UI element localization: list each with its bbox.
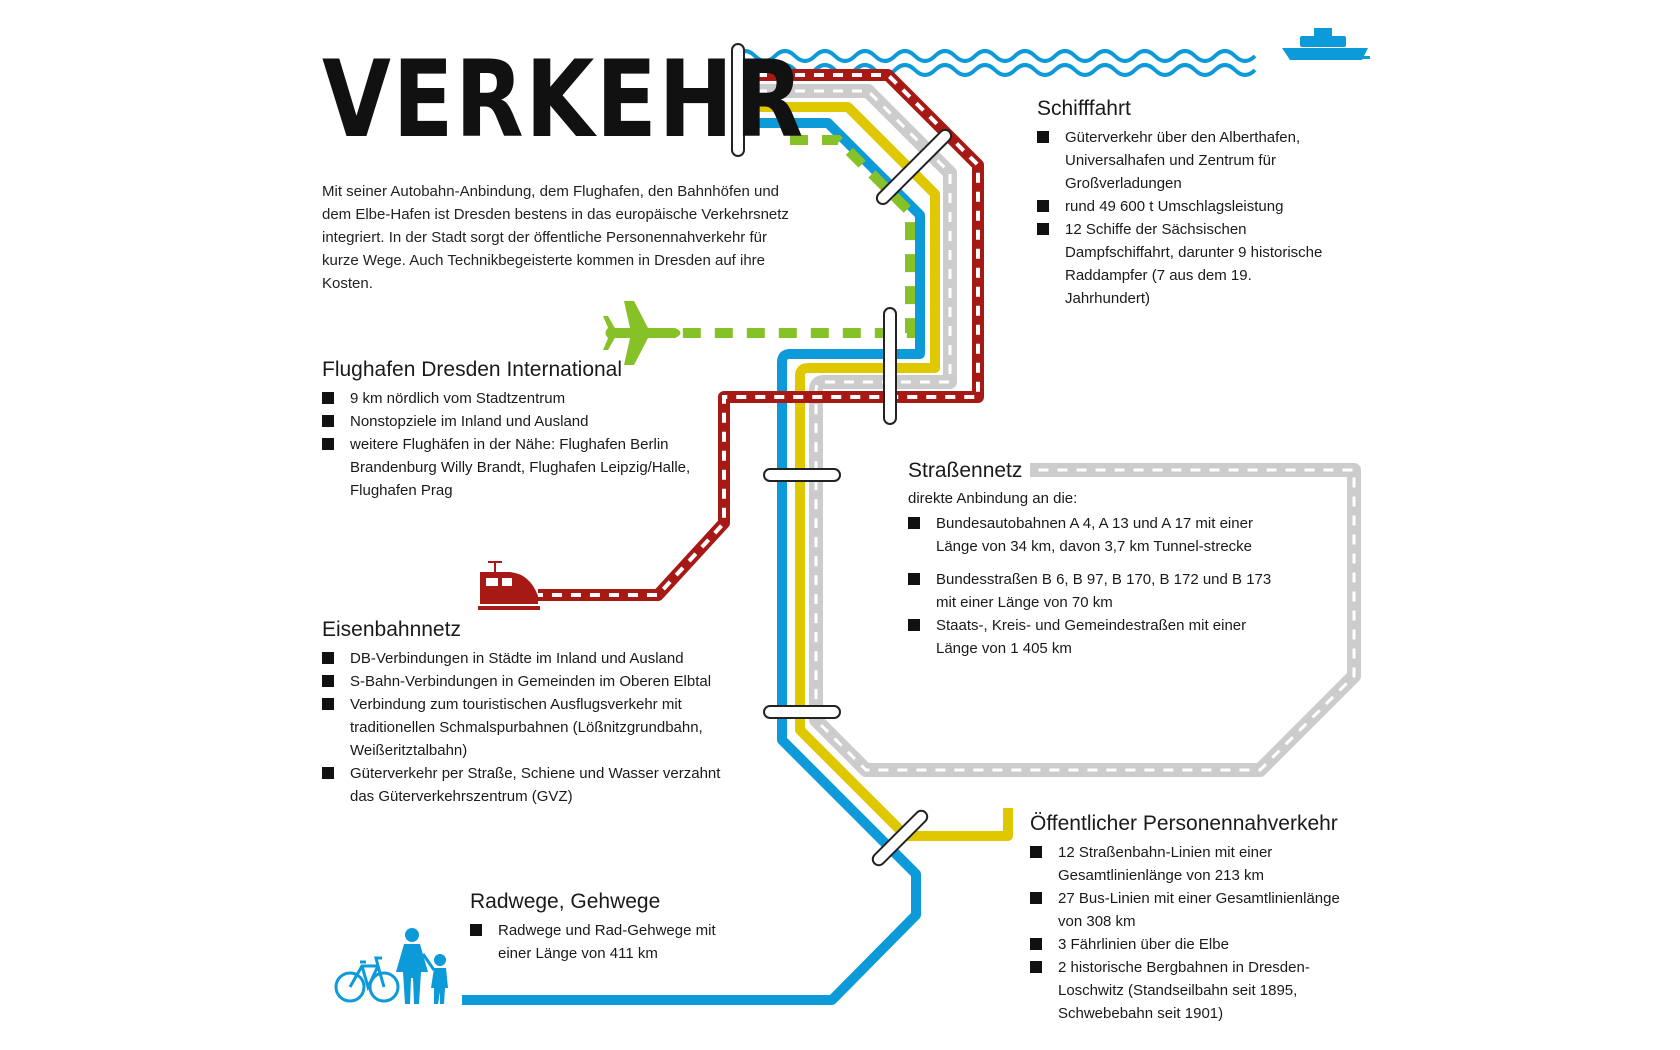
list-item: Güterverkehr über den Alberthafen, Universalhafen und Zentrum für Großverladungen bbox=[1037, 126, 1327, 195]
pedestrian-icon bbox=[396, 928, 448, 1004]
list-item: rund 49 600 t Umschlagsleistung bbox=[1037, 195, 1327, 218]
list-item: DB-Verbindungen in Städte im Inland und Ausland bbox=[322, 647, 732, 670]
section-heading: Flughafen Dresden International bbox=[322, 358, 623, 381]
list-item: weitere Flughäfen in der Nähe: Flughafen Berlin Brandenburg Willy Brandt, Flughafen Leipzig/Halle, Flughafen Prag bbox=[322, 433, 692, 502]
list-item: Nonstopziele im Inland und Ausland bbox=[322, 410, 692, 433]
list-item: Bundesautobahnen A 4, A 13 und A 17 mit einer Länge von 34 km, davon 3,7 km Tunnel-strecke bbox=[908, 512, 1278, 558]
list-item: Bundesstraßen B 6, B 97, B 170, B 172 und B 173 mit einer Länge von 70 km bbox=[908, 568, 1278, 614]
section-radwege bbox=[470, 889, 750, 965]
list-item: 3 Fährlinien über die Elbe bbox=[1030, 933, 1360, 956]
station-marker-mid-1 bbox=[764, 469, 840, 481]
list-item: 2 historische Bergbahnen in Dresden-Loschwitz (Standseilbahn seit 1895, Schwebebahn seit 1901) bbox=[1030, 956, 1360, 1025]
section-oepnv bbox=[1030, 811, 1360, 1025]
section-heading: Radwege, Gehwege bbox=[470, 890, 661, 913]
section-heading: Schifffahrt bbox=[1037, 97, 1131, 120]
section-schifffahrt bbox=[1037, 96, 1327, 310]
bicycle-icon bbox=[336, 958, 398, 1001]
page-title: VERKEHR bbox=[322, 38, 805, 161]
section-strassennetz bbox=[908, 458, 1278, 660]
list-item: Radwege und Rad-Gehwege mit einer Länge von 411 km bbox=[470, 919, 750, 965]
section-heading: Eisenbahnnetz bbox=[322, 618, 461, 641]
section-subheading: direkte Anbindung an die: bbox=[908, 490, 1078, 507]
list-item: S-Bahn-Verbindungen in Gemeinden im Oberen Elbtal bbox=[322, 670, 732, 693]
section-heading: Straßennetz bbox=[908, 459, 1023, 482]
list-item: Güterverkehr per Straße, Schiene und Wasser verzahnt das Güterverkehrszentrum (GVZ) bbox=[322, 762, 732, 808]
airplane-icon bbox=[603, 301, 681, 365]
train-icon bbox=[478, 562, 540, 610]
section-flughafen bbox=[322, 357, 692, 502]
list-item: Staats-, Kreis- und Gemeindestraßen mit einer Länge von 1 405 km bbox=[908, 614, 1278, 660]
list-item: 12 Schiffe der Sächsischen Dampfschiffahrt, darunter 9 historische Raddampfer (7 aus dem 19. Jahrhundert) bbox=[1037, 218, 1327, 310]
section-heading: Öffentlicher Personennahverkehr bbox=[1030, 812, 1338, 835]
ship-icon bbox=[1282, 28, 1370, 60]
list-item: 12 Straßenbahn-Linien mit einer Gesamtlinienlänge von 213 km bbox=[1030, 841, 1360, 887]
station-marker-airport bbox=[884, 308, 896, 424]
list-item: Verbindung zum touristischen Ausflugsverkehr mit traditionellen Schmalspurbahnen (Lößnitzgrundbahn, Weißeritztalbahn) bbox=[322, 693, 732, 762]
list-item: 27 Bus-Linien mit einer Gesamtlinienlänge von 308 km bbox=[1030, 887, 1360, 933]
station-marker-mid-2 bbox=[764, 706, 840, 718]
list-item: 9 km nördlich vom Stadtzentrum bbox=[322, 387, 692, 410]
section-eisenbahn bbox=[322, 617, 732, 808]
intro-text: Mit seiner Autobahn-Anbindung, dem Flughafen, den Bahnhöfen und dem Elbe-Hafen ist Dresden bestens in das europäische Verkehrsnetz integriert. In der Stadt sorgt der öffentliche Personennahverkehr für kurze Wege. Auch Technikbegeisterte kommen in Dresden auf ihre Kosten. bbox=[322, 183, 789, 292]
